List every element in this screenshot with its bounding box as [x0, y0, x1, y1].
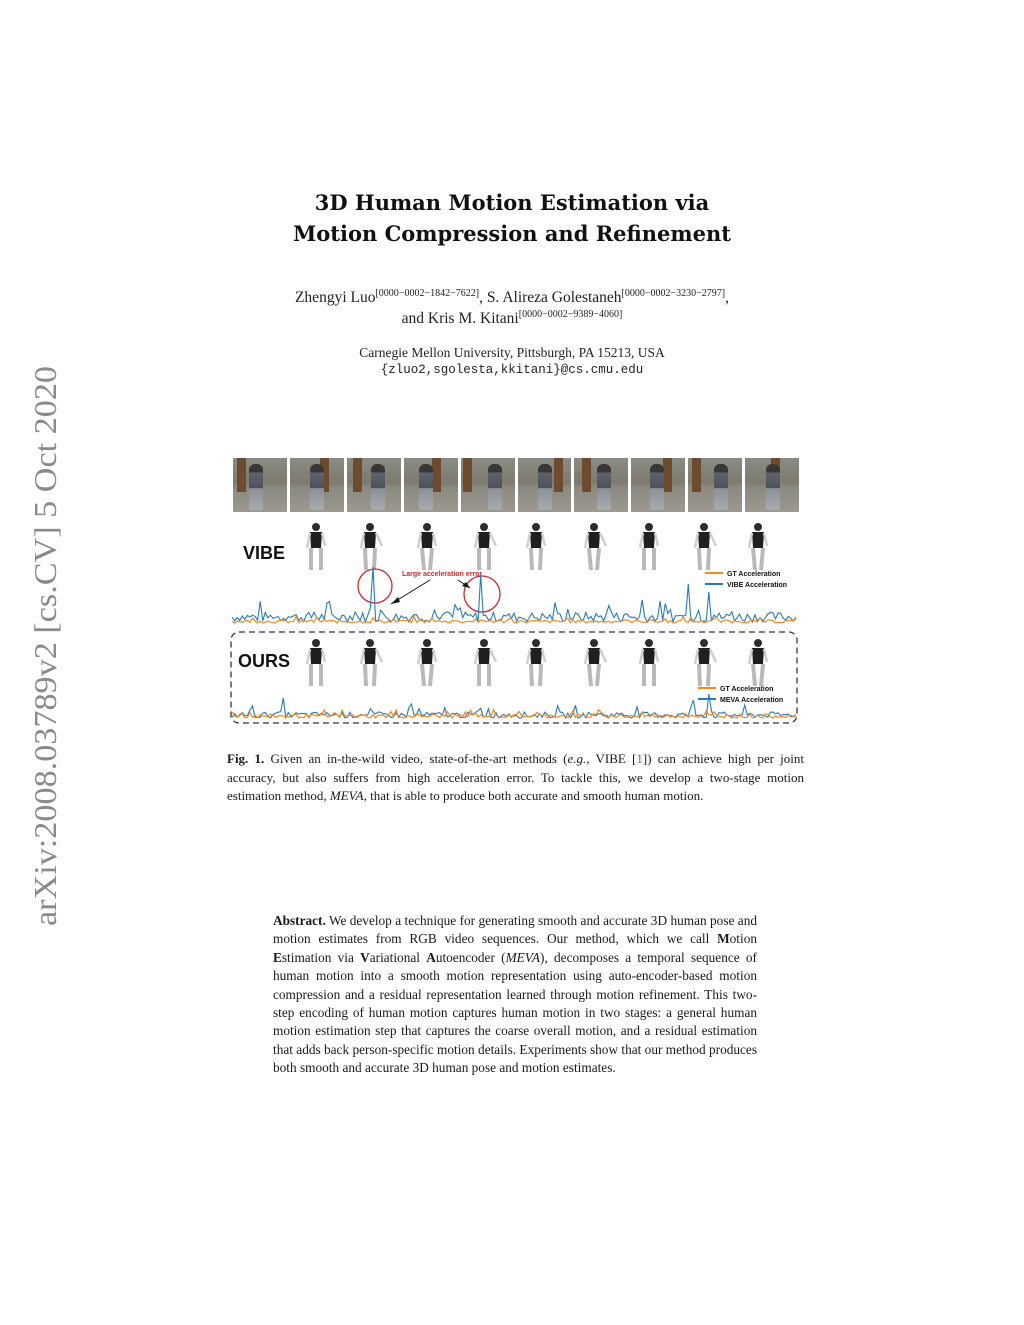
abstract-text: utoencoder ( [435, 949, 506, 965]
caption-text: VIBE [ [589, 751, 637, 766]
acronym-letter: E [273, 949, 282, 965]
human-mesh-figure [585, 639, 606, 686]
human-mesh-figure [418, 639, 436, 686]
human-mesh-figure [475, 523, 496, 570]
human-mesh-figure [585, 523, 606, 570]
figure-caption [227, 750, 804, 806]
human-mesh-figure [527, 639, 545, 686]
human-mesh-figure [307, 639, 325, 686]
author-separator: , [725, 289, 730, 306]
human-mesh-figure [307, 523, 325, 570]
acronym-letter: V [360, 949, 370, 965]
human-mesh-figure [418, 523, 436, 570]
paper-title-line2: Motion Compression and Refinement [293, 221, 731, 246]
vibe-mesh-row [307, 523, 767, 570]
citation-link[interactable]: 1 [636, 751, 643, 766]
author-luo: Zhengyi Luo [294, 289, 376, 306]
acronym-letter: M [717, 931, 730, 947]
legend-vibe: VIBE Acceleration [727, 582, 788, 589]
orcid-golestaneh[interactable]: [0000−0002−3230−2797] [621, 288, 726, 299]
caption-eg: e.g., [567, 751, 590, 766]
arxiv-id-text: arXiv:2008.03789v2 [cs.CV] 5 Oct 2020 [27, 401, 63, 926]
abstract-meva: MEVA [505, 949, 541, 965]
abstract-text: ariational [369, 949, 427, 965]
abstract-text: otion [729, 931, 757, 947]
vibe-label: VIBE [243, 543, 286, 563]
figure-graphics [230, 456, 800, 726]
human-mesh-figure [695, 523, 716, 570]
arxiv-identifier [18, 362, 68, 930]
legend-gt-top: GT Acceleration [727, 571, 781, 578]
human-mesh-figure [361, 639, 382, 686]
caption-label: Fig. 1. [227, 751, 265, 766]
affiliation: Carnegie Mellon University, Pittsburgh, PA 15213, USA [359, 345, 665, 360]
annotation-text: Large acceleration error [402, 571, 483, 578]
abstract-text: We develop a technique for generating smooth and accurate 3D human pose and motion estimates from RGB video sequences. Our method, which we call [273, 913, 757, 947]
vibe-acceleration-line [232, 567, 796, 622]
paper-title-line1: 3D Human Motion Estimation via [314, 190, 710, 215]
author-line-2 [0, 309, 1024, 328]
author-line-1 [0, 288, 1024, 307]
ours-mesh-row [307, 639, 767, 686]
author-kitani: and Kris M. Kitani [401, 310, 519, 327]
arrow-head-icon [391, 597, 400, 604]
human-mesh-figure [749, 523, 767, 570]
email-addresses[interactable]: {zluo2,sgolesta,kkitani}@cs.cmu.edu [380, 363, 644, 377]
ours-label: OURS [238, 651, 291, 671]
abstract-label: Abstract. [273, 913, 326, 928]
human-mesh-figure [749, 639, 767, 686]
abstract-text: ), decomposes a temporal sequence of human motion into a smooth motion representation using auto-encoder-based motion compression and a residual representation learned through motion refinement. This two-step encoding of human motion captures human motion in two stages: a general human motion estimation step that captures the coarse overall motion, and a residual estimation that adds back person-specific motion details. Experiments show that our method produces both smooth and accurate 3D human pose and motion estimates. [273, 949, 757, 1076]
acronym-letter: A [426, 949, 436, 965]
abstract [273, 912, 757, 1078]
legend-gt-bottom: GT Acceleration [720, 686, 774, 693]
caption-text: Given an in-the-wild video, state-of-the-art methods ( [264, 751, 568, 766]
figure-1 [230, 456, 800, 726]
human-mesh-figure [640, 523, 658, 570]
human-mesh-figure [640, 639, 658, 686]
human-mesh-figure [475, 639, 496, 686]
legend-meva: MEVA Acceleration [720, 697, 784, 704]
abstract-text: stimation via [281, 949, 361, 965]
human-mesh-figure [527, 523, 545, 570]
caption-meva: MEVA [329, 788, 364, 803]
caption-text: ]) can achieve high per joint accuracy, but also suffers from high acceleration error. To tackle this, we develop a two-stage motion estimation method, [227, 751, 804, 803]
human-mesh-figure [695, 639, 716, 686]
author-golestaneh: , S. Alireza Golestaneh [479, 289, 622, 306]
caption-text: , that is able to produce both accurate and smooth human motion. [363, 788, 704, 803]
orcid-luo[interactable]: [0000−0002−1842−7622] [375, 288, 480, 299]
orcid-kitani[interactable]: [0000−0002−9389−4060] [518, 309, 623, 320]
human-mesh-figure [361, 523, 382, 570]
